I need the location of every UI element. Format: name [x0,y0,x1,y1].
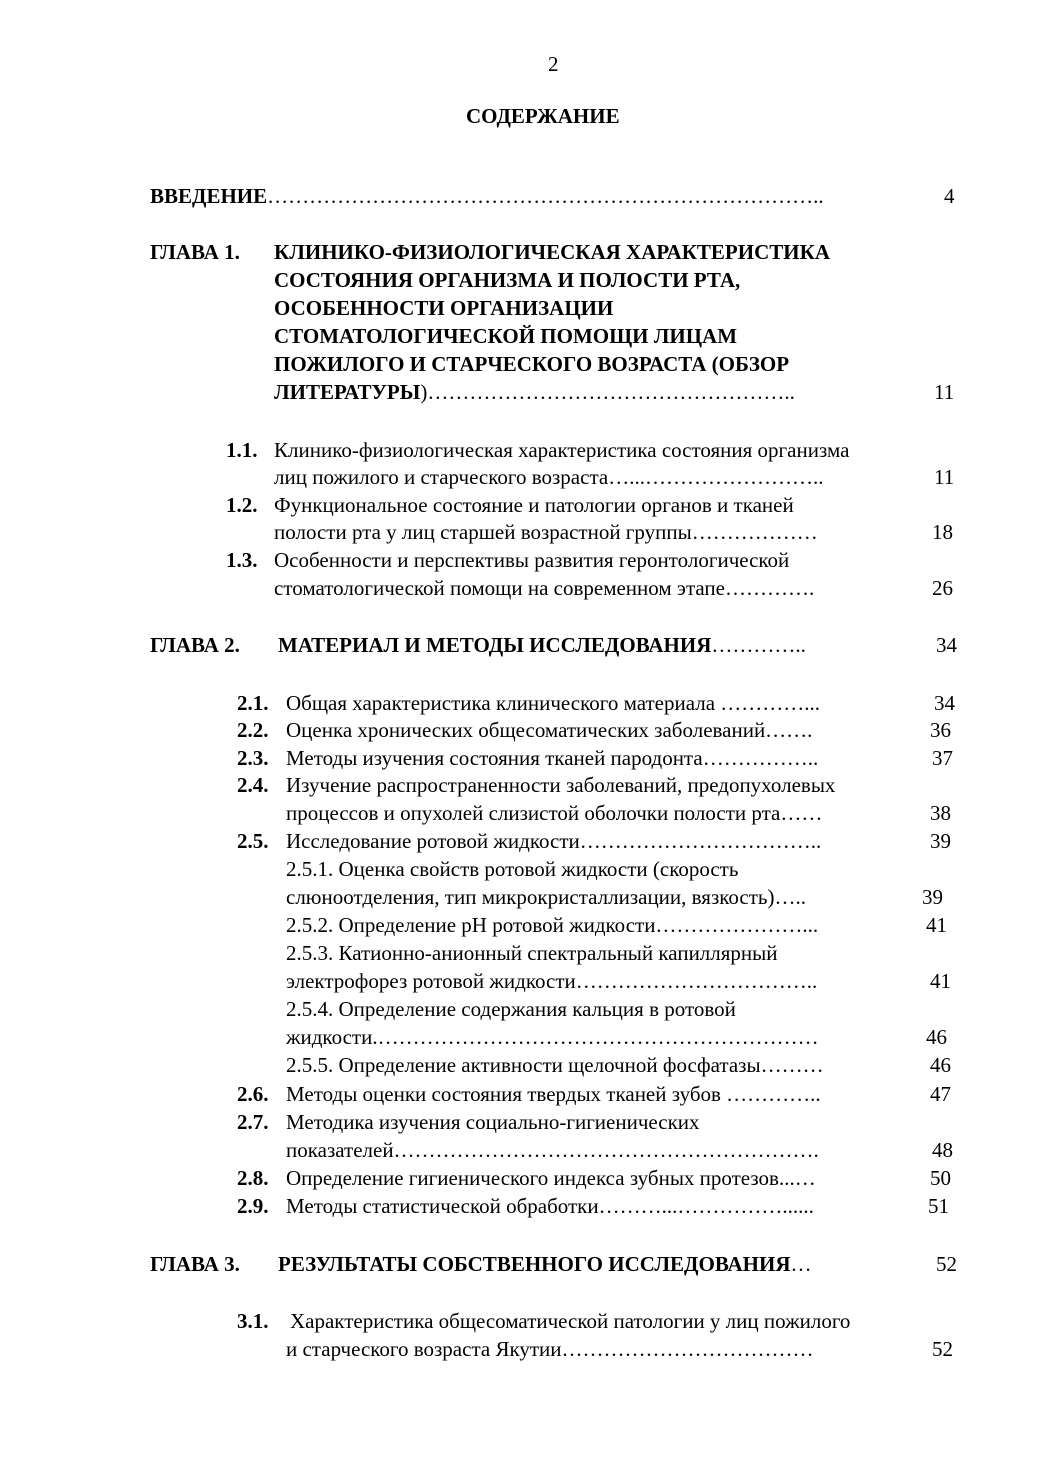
chapter1-title-line[interactable]: ПОЖИЛОГО И СТАРЧЕСКОГО ВОЗРАСТА (ОБЗОР [274,352,790,376]
section-page: 41 [926,913,947,937]
chapter3-label: ГЛАВА 3. [150,1252,240,1276]
section-page: 39 [930,829,951,853]
section-page: 18 [932,520,953,544]
section-3-1[interactable]: Характеристика общесоматической патологии у лиц пожилого [290,1309,851,1333]
section-number: 2.9. [237,1194,269,1218]
section-number: 1.1. [226,438,258,462]
chapter1-title-line[interactable]: КЛИНИКО-ФИЗИОЛОГИЧЕСКАЯ ХАРАКТЕРИСТИКА [274,240,830,264]
section-number: 2.1. [237,691,269,715]
section-number: 2.6. [237,1082,269,1106]
section-1-3-cont[interactable]: стоматологической помощи на современном этапе…………. [274,576,815,600]
intro-label: ВВЕДЕНИЕ [150,184,268,208]
section-1-1[interactable]: Клинико-физиологическая характеристика состояния организма [274,438,850,462]
chapter1-page: 11 [934,380,955,404]
leader-dots: … [790,1252,812,1276]
chapter1-title-line[interactable]: СОСТОЯНИЯ ОРГАНИЗМА И ПОЛОСТИ РТА, [274,268,741,292]
section-number: 2.2. [237,718,269,742]
section-page: 36 [930,718,951,742]
section-number: 2.4. [237,773,269,797]
chapter1-title-line[interactable]: ОСОБЕННОСТИ ОРГАНИЗАЦИИ [274,296,614,320]
subsection-2-5-4[interactable]: 2.5.4. Определение содержания кальция в ротовой [286,997,736,1021]
section-2-7-cont[interactable]: показателей……………………………………………………. [286,1138,819,1162]
section-number: 2.8. [237,1166,269,1190]
chapter1-title-line[interactable]: СТОМАТОЛОГИЧЕСКОЙ ПОМОЩИ ЛИЦАМ [274,324,738,348]
section-number: 1.2. [226,493,258,517]
section-3-1-cont[interactable]: и старческого возраста Якутии……………………………… [286,1337,814,1361]
subsection-2-5-1-cont[interactable]: слюноотделения, тип микрокристаллизации, вязкость)….. [286,885,806,909]
section-page: 46 [926,1025,947,1049]
subsection-2-5-1[interactable]: 2.5.1. Оценка свойств ротовой жидкости (скорость [286,857,739,881]
chapter2-page: 34 [936,633,957,657]
section-number: 2.3. [237,746,269,770]
section-1-2-cont[interactable]: полости рта у лиц старшей возрастной группы……………… [274,520,818,544]
section-page: 48 [932,1138,953,1162]
chapter3-page: 52 [936,1252,957,1276]
intro-page: 4 [944,184,955,208]
section-number: 2.7. [237,1110,269,1134]
section-page: 38 [930,801,951,825]
section-page: 52 [932,1337,953,1361]
subsection-2-5-3-cont[interactable]: электрофорез ротовой жидкости…………………………….. [286,969,818,993]
leader-dots: …………………………………………………………………….. [267,184,824,208]
section-2-4[interactable]: Изучение распространенности заболеваний, предопухолевых [286,773,836,797]
section-number: 2.5. [237,829,269,853]
leader-dots: )…………………………………………….. [420,380,795,404]
section-2-6[interactable]: Методы оценки состояния твердых тканей зубов ………….. [286,1082,821,1106]
section-page: 46 [930,1053,951,1077]
chapter1-title-end: ЛИТЕРАТУРЫ [274,380,421,404]
chapter3-title-text: РЕЗУЛЬТАТЫ СОБСТВЕННОГО ИССЛЕДОВАНИЯ [278,1252,791,1276]
section-2-7[interactable]: Методика изучения социально-гигиенических [286,1110,700,1134]
section-2-1[interactable]: Общая характеристика клинического материала …………... [286,691,821,715]
section-number: 3.1. [237,1309,269,1333]
section-2-2[interactable]: Оценка хронических общесоматических заболеваний……. [286,718,813,742]
section-1-3[interactable]: Особенности и перспективы развития геронтологической [274,548,790,572]
section-page: 11 [934,465,955,489]
section-page: 50 [930,1166,951,1190]
toc-title: СОДЕРЖАНИЕ [466,104,620,128]
subsection-2-5-3[interactable]: 2.5.3. Катионно-анионный спектральный капиллярный [286,941,778,965]
section-page: 26 [932,576,953,600]
section-page: 41 [930,969,951,993]
leader-dots: ………….. [711,633,806,657]
toc-entry-intro[interactable] [150,182,824,210]
section-page: 34 [934,691,955,715]
section-page: 47 [930,1082,951,1106]
page-number: 2 [548,52,559,76]
subsection-2-5-5[interactable]: 2.5.5. Определение активности щелочной фосфатазы……… [286,1053,824,1077]
chapter2-title-text: МАТЕРИАЛ И МЕТОДЫ ИССЛЕДОВАНИЯ [278,633,712,657]
section-page: 39 [922,885,943,909]
section-2-9[interactable]: Методы статистической обработки………...……………...... [286,1194,814,1218]
section-number: 1.3. [226,548,258,572]
section-2-5[interactable]: Исследование ротовой жидкости…………………………….. [286,829,822,853]
section-1-1-cont[interactable]: лиц пожилого и старческого возраста…...…………………….. [274,465,824,489]
chapter1-title-last-line[interactable] [274,378,795,406]
subsection-2-5-2[interactable]: 2.5.2. Определение рН ротовой жидкости…………………... [286,913,819,937]
section-2-4-cont[interactable]: процессов и опухолей слизистой оболочки полости рта…… [286,801,823,825]
chapter2-title[interactable] [278,631,806,659]
section-page: 51 [928,1194,949,1218]
section-2-8[interactable]: Определение гигиенического индекса зубных протезов...… [286,1166,816,1190]
section-2-3[interactable]: Методы изучения состояния тканей пародонта…………….. [286,746,819,770]
chapter1-label: ГЛАВА 1. [150,240,240,264]
chapter2-label: ГЛАВА 2. [150,633,240,657]
section-page: 37 [932,746,953,770]
chapter3-title[interactable] [278,1250,812,1278]
subsection-2-5-4-cont[interactable]: жидкости.……………………………………………………… [286,1025,819,1049]
section-1-2[interactable]: Функциональное состояние и патологии органов и тканей [274,493,794,517]
